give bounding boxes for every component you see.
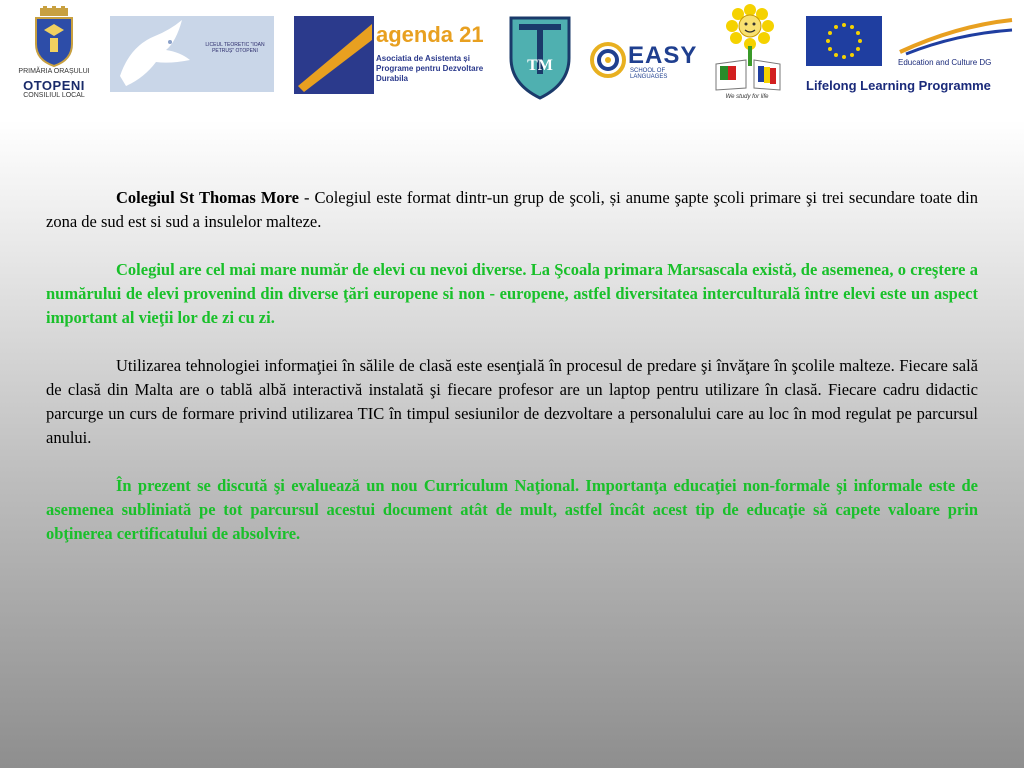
- eu-logo: [806, 16, 1016, 96]
- flower-caption: We study for life: [725, 94, 769, 100]
- agenda-swoosh-icon: [294, 16, 374, 94]
- dove-icon: [110, 16, 200, 92]
- logo-bar: [0, 0, 1024, 110]
- easy-logo: [590, 40, 700, 80]
- document-body: [46, 186, 978, 570]
- college-name: Colegiul St Thomas More: [116, 188, 300, 207]
- lyceum-text: LICEUL TEORETIC "IOAN PETRUȘ" OTOPENI: [205, 42, 265, 54]
- tm-letters: TM: [527, 57, 553, 74]
- otopeni-line2: CONSILIUL LOCAL: [23, 92, 85, 99]
- easy-word: EASY: [628, 42, 698, 69]
- otopeni-line1: PRIMĂRIA ORAȘULUI: [18, 68, 90, 75]
- coat-of-arms-icon: [10, 6, 98, 68]
- sunflower-logo: [710, 4, 784, 104]
- paragraph-4: În prezent se discută şi evaluează un nou Curriculum Naţional. Importanţa educaţiei non-formale şi informale este de asemenea subliniată pe tot parcursul acestui document atât de mult, astfel încât acest tip de educaţie să capete valoare prin obţinerea certificatului de absolvire.: [46, 476, 978, 543]
- agenda-title: agenda 21: [376, 22, 484, 47]
- lyceum-logo: [110, 16, 274, 92]
- paragraph-1: [46, 186, 978, 234]
- shield-icon: [505, 14, 575, 102]
- easy-subtitle: SCHOOL OF LANGUAGES: [630, 68, 668, 80]
- agenda-subtitle: Asociatia de Asistenta și Programe pentru Dezvoltare Durabila: [376, 54, 484, 83]
- swoosh-icon: [896, 16, 1016, 56]
- otopeni-logo: [10, 6, 98, 98]
- paragraph-2: Colegiul are cel mai mare număr de elevi cu nevoi diverse. La Şcoala primara Marsascala există, de asemenea, o creştere a numărului de elevi provenind din diverse ţări europene si non - europene, astfel diversitatea interculturală între elevi este un aspect important al vieţii lor de zi cu zi.: [46, 260, 978, 327]
- eu-dg-text: Education and Culture DG: [898, 58, 992, 67]
- spiral-icon: [590, 42, 626, 78]
- agenda21-logo: [294, 16, 494, 94]
- tm-logo: [505, 14, 575, 102]
- eu-flag-icon: [806, 16, 882, 66]
- eu-programme-text: Lifelong Learning Programme: [806, 78, 991, 93]
- sunflower-icon: [710, 4, 784, 94]
- paragraph-3: Utilizarea tehnologiei informaţiei în sălile de clasă este esenţială în procesul de predare şi învăţare în şcolile malteze. Fiecare sală de clasă din Malta are o tablă albă interactivă instalată şi fiecare profesor are un laptop pentru utilizare în clasă. Fiecare cadru didactic parcurge un curs de formare privind utilizarea TIC în timpul sesiunilor de dezvoltare a personalului care au loc în mod regulat pe parcursul anului.: [46, 356, 978, 447]
- otopeni-name: OTOPENI: [23, 78, 85, 93]
- paragraph-1-text: - Colegiul este format dintr-un grup de şcoli, și anume şapte şcoli primare şi trei secundare toate din zona de sud est si sud a insulelor malteze.: [46, 188, 979, 231]
